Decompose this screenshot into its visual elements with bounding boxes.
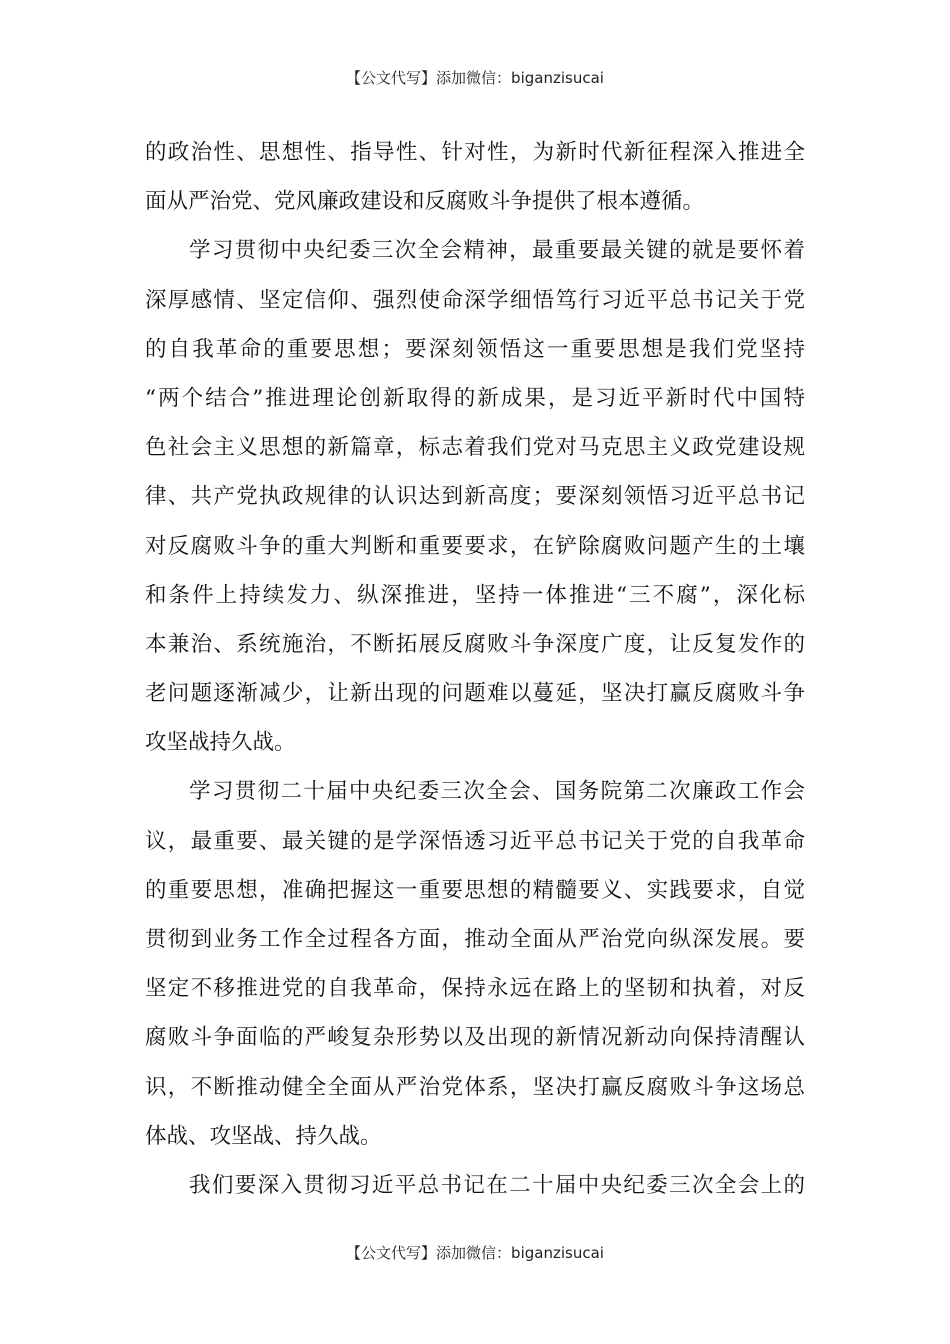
text-line: 对反腐败斗争的重大判断和重要要求，在铲除腐败问题产生的土壤 — [145, 533, 805, 559]
text-line: 深厚感情、坚定信仰、强烈使命深学细悟笃行习近平总书记关于党 — [145, 287, 805, 313]
text-line: 攻坚战持久战。 — [145, 730, 296, 756]
text-line: 坚定不移推进党的自我革命，保持永远在路上的坚韧和执着，对反 — [145, 976, 805, 1002]
paragraph-first-line: 我们要深入贯彻习近平总书记在二十届中央纪委三次全会上的 — [189, 1172, 805, 1198]
paragraph-first-line: 学习贯彻二十届中央纪委三次全会、国务院第二次廉政工作会 — [189, 779, 805, 805]
text-line: 本兼治、系统施治，不断拓展反腐败斗争深度广度，让反复发作的 — [145, 631, 805, 657]
text-line: 色社会主义思想的新篇章，标志着我们党对马克思主义政党建设规 — [145, 435, 805, 461]
text-line: 识，不断推动健全全面从严治党体系，坚决打赢反腐败斗争这场总 — [145, 1074, 805, 1100]
text-line: 体战、攻坚战、持久战。 — [145, 1123, 382, 1149]
text-line: 的政治性、思想性、指导性、针对性，为新时代新征程深入推进全 — [145, 140, 805, 165]
page-footer: 【公文代写】添加微信：biganzisucai — [346, 1244, 604, 1262]
text-line: 议，最重要、最关键的是学深悟透习近平总书记关于党的自我革命 — [145, 828, 805, 854]
text-line: 面从严治党、党风廉政建设和反腐败斗争提供了根本遵循。 — [145, 189, 705, 215]
page-header: 【公文代写】添加微信：biganzisucai — [346, 69, 604, 87]
text-line: 的重要思想，准确把握这一重要思想的精髓要义、实践要求，自觉 — [145, 877, 805, 903]
text-line: 和条件上持续发力、纵深推进，坚持一体推进“三不腐”，深化标 — [145, 582, 805, 608]
text-line: 老问题逐渐减少，让新出现的问题难以蔓延，坚决打赢反腐败斗争 — [145, 681, 805, 707]
paragraph-first-line: 学习贯彻中央纪委三次全会精神，最重要最关键的就是要怀着 — [189, 238, 805, 264]
text-line: 的自我革命的重要思想；要深刻领悟这一重要思想是我们党坚持 — [145, 336, 805, 362]
text-line: 腐败斗争面临的严峻复杂形势以及出现的新情况新动向保持清醒认 — [145, 1025, 805, 1051]
text-line: 贯彻到业务工作全过程各方面，推动全面从严治党向纵深发展。要 — [145, 927, 805, 952]
text-line: 律、共产党执政规律的认识达到新高度；要深刻领悟习近平总书记 — [145, 484, 805, 510]
text-line: “两个结合”推进理论创新取得的新成果，是习近平新时代中国特 — [145, 385, 805, 411]
document-body — [145, 128, 805, 1210]
